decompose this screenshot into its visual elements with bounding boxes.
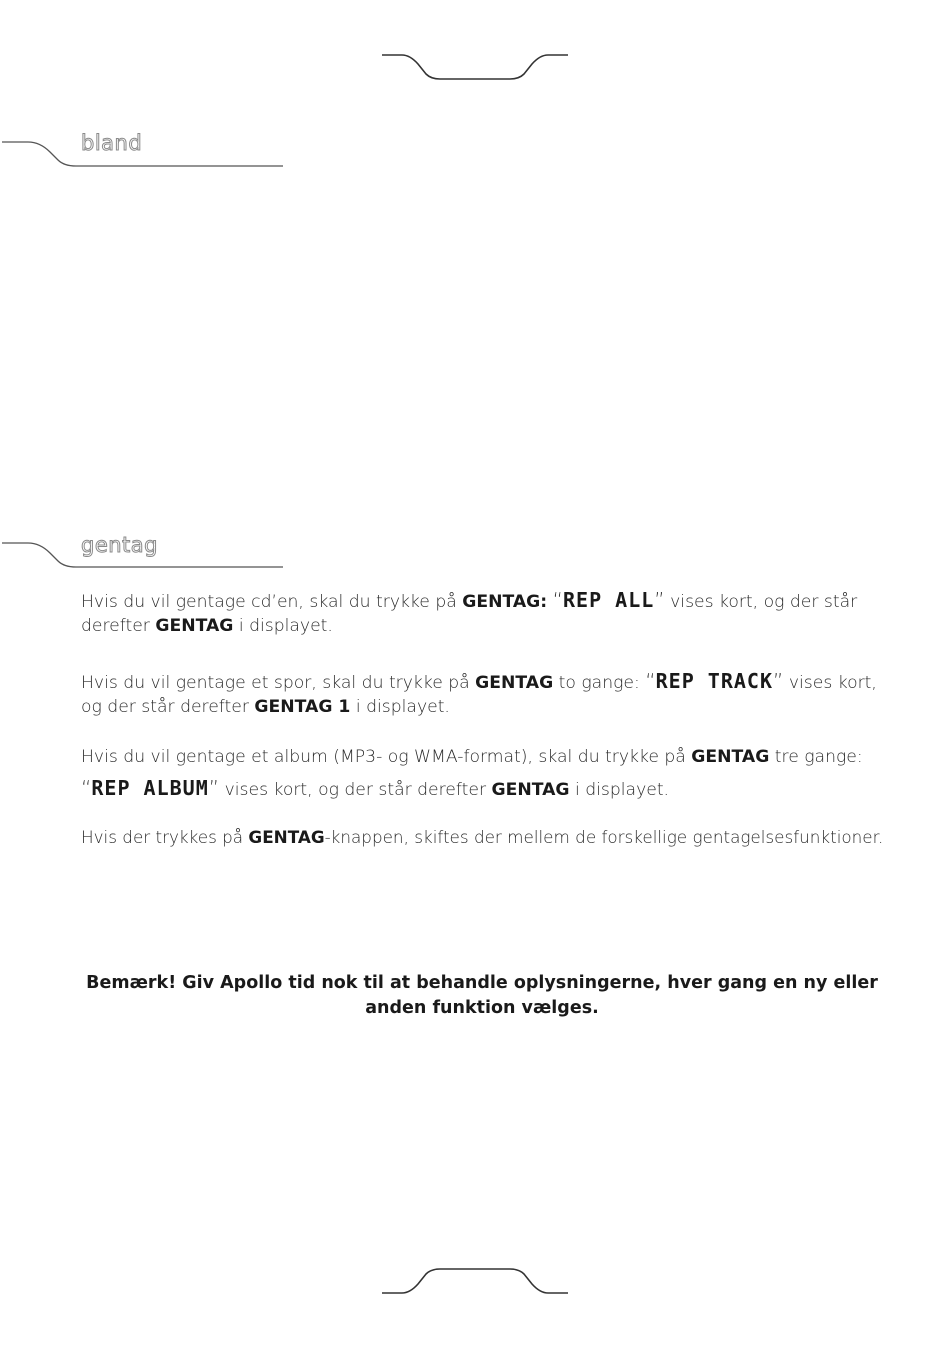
p4-text-pre: Hvis der trykkes på (81, 827, 249, 847)
p3-text-post: i displayet. (569, 780, 670, 800)
p1-text-mid: vises kort, og der står derefter (81, 592, 858, 636)
p2-bold-gentag-1: GENTAG 1 (254, 697, 351, 717)
p1-bold-gentag: GENTAG: (462, 592, 548, 612)
p1-quote-close: ” (654, 588, 665, 612)
p4-bold-gentag: GENTAG (248, 827, 325, 847)
p1-text-pre: Hvis du vil gentage cd’en, skal du trykke på (81, 592, 463, 612)
p3-quote-open: “ (81, 776, 92, 800)
section-rule-bland (0, 138, 285, 170)
p1-lcd-text: REP ALL (562, 588, 655, 612)
p4-text-post: -knappen, skiftes der mellem de forskellige gentagelsesfunktioner. (324, 827, 884, 847)
p3-text-mid2: vises kort, og der står derefter (219, 780, 492, 800)
p2-text-mid2: vises kort, og der står derefter (81, 673, 877, 717)
p3-bold-gentag: GENTAG (691, 747, 770, 767)
note-bemaerk: Bemærk! Giv Apollo tid nok til at behandle oplysningerne, hver gang en ny eller anden funktion vælges. (86, 973, 878, 1018)
paragraph-gentag-button (81, 825, 921, 849)
p3-quote-close: ” (208, 776, 220, 800)
paragraph-repeat-album (81, 742, 901, 806)
bottom-tab-ornament (380, 1264, 570, 1299)
p2-lcd-text: REP TRACK (655, 669, 774, 693)
p1-text-post: i displayet. (233, 616, 333, 636)
paragraph-repeat-all (81, 588, 901, 638)
p2-bold-gentag: GENTAG (475, 673, 554, 693)
p1-bold-gentag-2: GENTAG (155, 616, 234, 636)
p3-lcd-text: REP ALBUM (91, 776, 209, 800)
p3-text-mid1: tre gange: (769, 747, 863, 767)
p1-quote-open: “ (552, 588, 563, 612)
p2-text-post: i displayet. (350, 697, 450, 717)
top-tab-ornament (380, 50, 570, 85)
p2-quote-open: “ (645, 669, 656, 693)
p2-text-mid1: to gange: (553, 673, 646, 693)
paragraph-repeat-track (81, 669, 901, 719)
section-title-gentag: gentag (81, 533, 158, 557)
p3-bold-gentag-2: GENTAG (491, 780, 570, 800)
p2-text-pre: Hvis du vil gentage et spor, skal du trykke på (81, 673, 476, 693)
p2-quote-close: ” (773, 669, 784, 693)
p3-text-pre: Hvis du vil gentage et album (MP3- og WMA-format), skal du trykke på (81, 747, 692, 767)
section-title-bland: bland (81, 131, 143, 155)
